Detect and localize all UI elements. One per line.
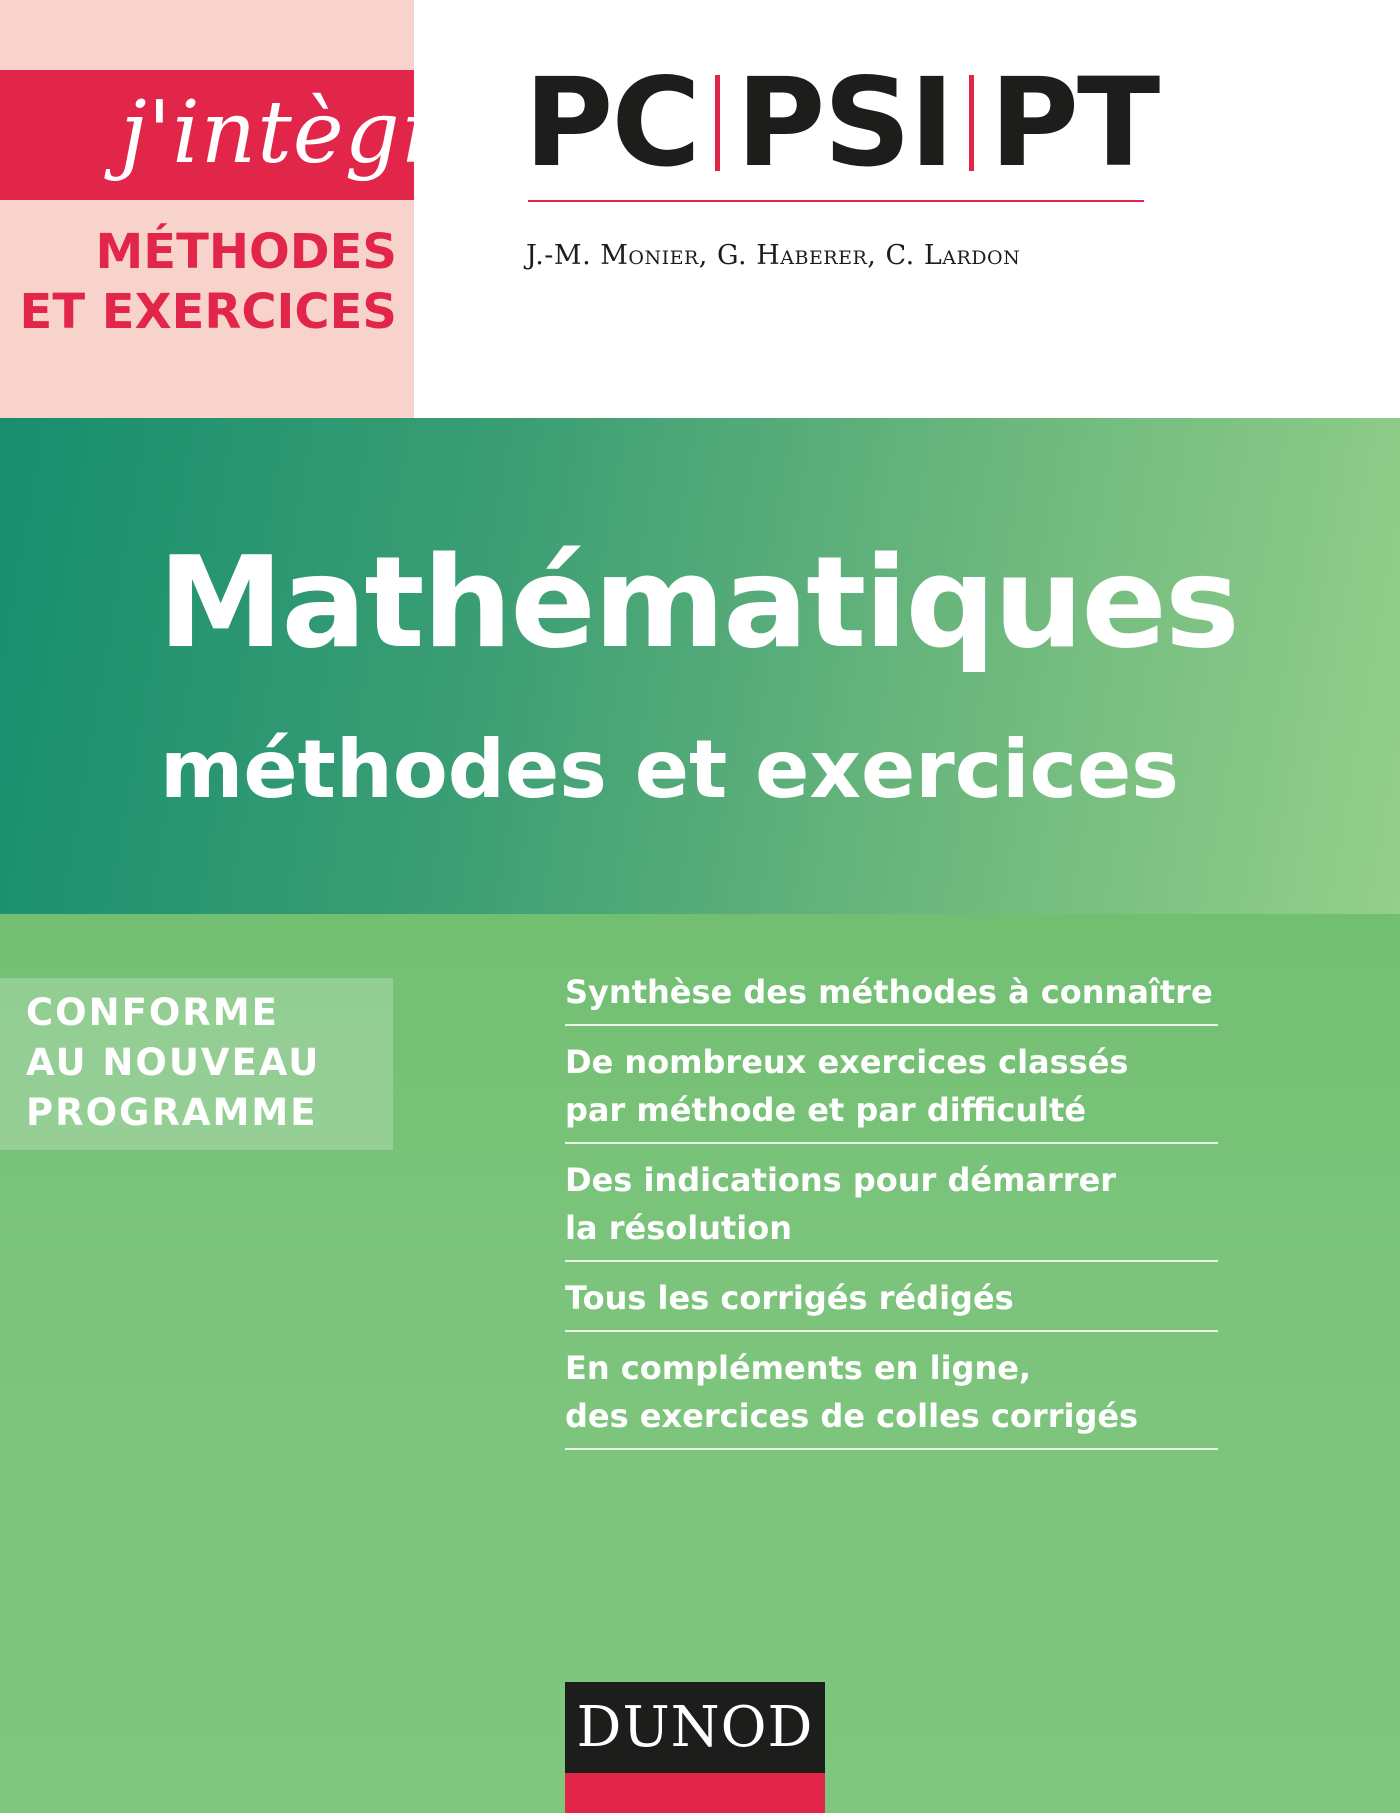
program-badge-line-2: AU NOUVEAU: [26, 1041, 321, 1084]
series-name-line-2: ET EXERCICES: [19, 284, 397, 340]
feature-line: De nombreux exercices classés: [565, 1043, 1129, 1081]
series-logo: j'intègre: [120, 83, 495, 183]
feature-item: [565, 1036, 1218, 1144]
level-separator: [969, 75, 974, 171]
series-name-line-1: MÉTHODES: [95, 224, 397, 280]
feature-line: Synthèse des méthodes à connaître: [565, 973, 1213, 1011]
feature-line: des exercices de colles corrigés: [565, 1397, 1139, 1435]
header-rule: [528, 200, 1144, 202]
feature-line: Des indications pour démarrer: [565, 1161, 1117, 1199]
level-pc: PC: [524, 52, 699, 194]
program-badge-line-1: CONFORME: [26, 991, 279, 1034]
series-brand-panel: [0, 0, 495, 418]
feature-item: [565, 1342, 1218, 1450]
class-levels: [524, 52, 1159, 194]
feature-item: [565, 966, 1218, 1026]
series-name: [20, 222, 397, 342]
authors: J.-M. Monier, G. Haberer, C. Lardon: [526, 240, 1021, 271]
program-badge-line-3: PROGRAMME: [26, 1091, 318, 1134]
feature-list: [565, 966, 1218, 1460]
feature-line: En compléments en ligne,: [565, 1349, 1032, 1387]
publisher-logo-strip: [565, 1773, 825, 1813]
feature-line: Tous les corrigés rédigés: [565, 1279, 1014, 1317]
program-badge-text: [26, 988, 320, 1138]
level-pt: PT: [989, 52, 1159, 194]
feature-item: [565, 1272, 1218, 1332]
publisher-logo: DUNOD: [576, 1695, 814, 1760]
level-psi: PSI: [735, 52, 953, 194]
feature-line: par méthode et par difficulté: [565, 1091, 1087, 1129]
feature-line: la résolution: [565, 1209, 792, 1247]
feature-item: [565, 1154, 1218, 1262]
book-title: Mathématiques: [158, 529, 1238, 676]
level-separator: [715, 75, 720, 171]
book-subtitle: méthodes et exercices: [160, 723, 1179, 816]
